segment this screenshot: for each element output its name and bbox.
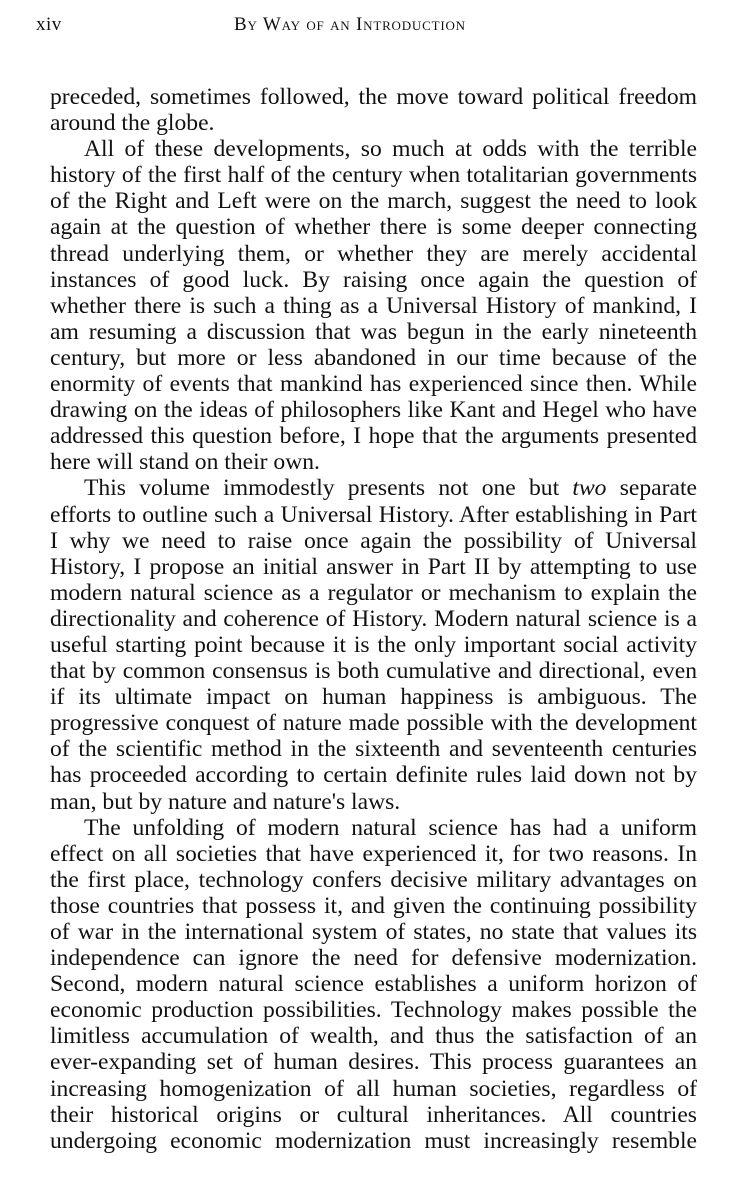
emphasis: two: [572, 475, 607, 502]
body-text: [50, 84, 697, 1154]
running-title: By Way of an Introduction: [234, 14, 466, 35]
paragraph: This volume immodestly presents not one but two separate efforts to outline such a Universal History. After establishing in Part I why we need to raise once again the possibility of Universal History, I propose an initial answer in Part II by attempting to use modern natural science as a regulator or mechanism to explain the directionality and coherence of History. Modern natural science is a useful starting point because it is the only important social activity that by common consensus is both cumulative and directional, even if its ultimate impact on human happiness is ambiguous. The progressive conquest of nature made possible with the development of the scientific method in the sixteenth and seventeenth centuries has proceeded according to certain definite rules laid down not by man, but by nature and nature's laws.: [50, 475, 697, 815]
paragraph-continued: preceded, sometimes followed, the move toward political freedom around the globe.: [50, 84, 697, 137]
paragraph: All of these developments, so much at odds with the terrible history of the first half of the century when totalitarian governments of the Right and Left were on the march, suggest the need to look again at the question of whether there is some deeper connecting thread underlying them, or whether they are merely accidental instances of good luck. By raising once again the question of whether there is such a thing as a Universal History of mankind, I am resuming a discussion that was begun in the early nineteenth century, but more or less abandoned in our time because of the enormity of events that mankind has experienced since then. While drawing on the ideas of philosophers like Kant and Hegel who have addressed this question before, I hope that the arguments presented here will stand on their own.: [50, 136, 697, 476]
page-number: xiv: [36, 14, 62, 35]
running-head: [36, 14, 716, 42]
paragraph: The unfolding of modern natural science has had a uniform effect on all societies that have experienced it, for two reasons. In the first place, technology confers decisive military advantages on those countries that possess it, and given the continuing possibility of war in the international system of states, no state that values its independence can ignore the need for defensive modernization. Second, modern natural science establishes a uniform horizon of economic production possibilities. Technology makes possible the limitless accumulation of wealth, and thus the satisfaction of an ever-expanding set of human desires. This process guarantees an increasing homogenization of all human societies, regardless of their historical origins or cultural inheritances. All countries undergoing economic modernization must increasingly resemble: [50, 814, 697, 1154]
